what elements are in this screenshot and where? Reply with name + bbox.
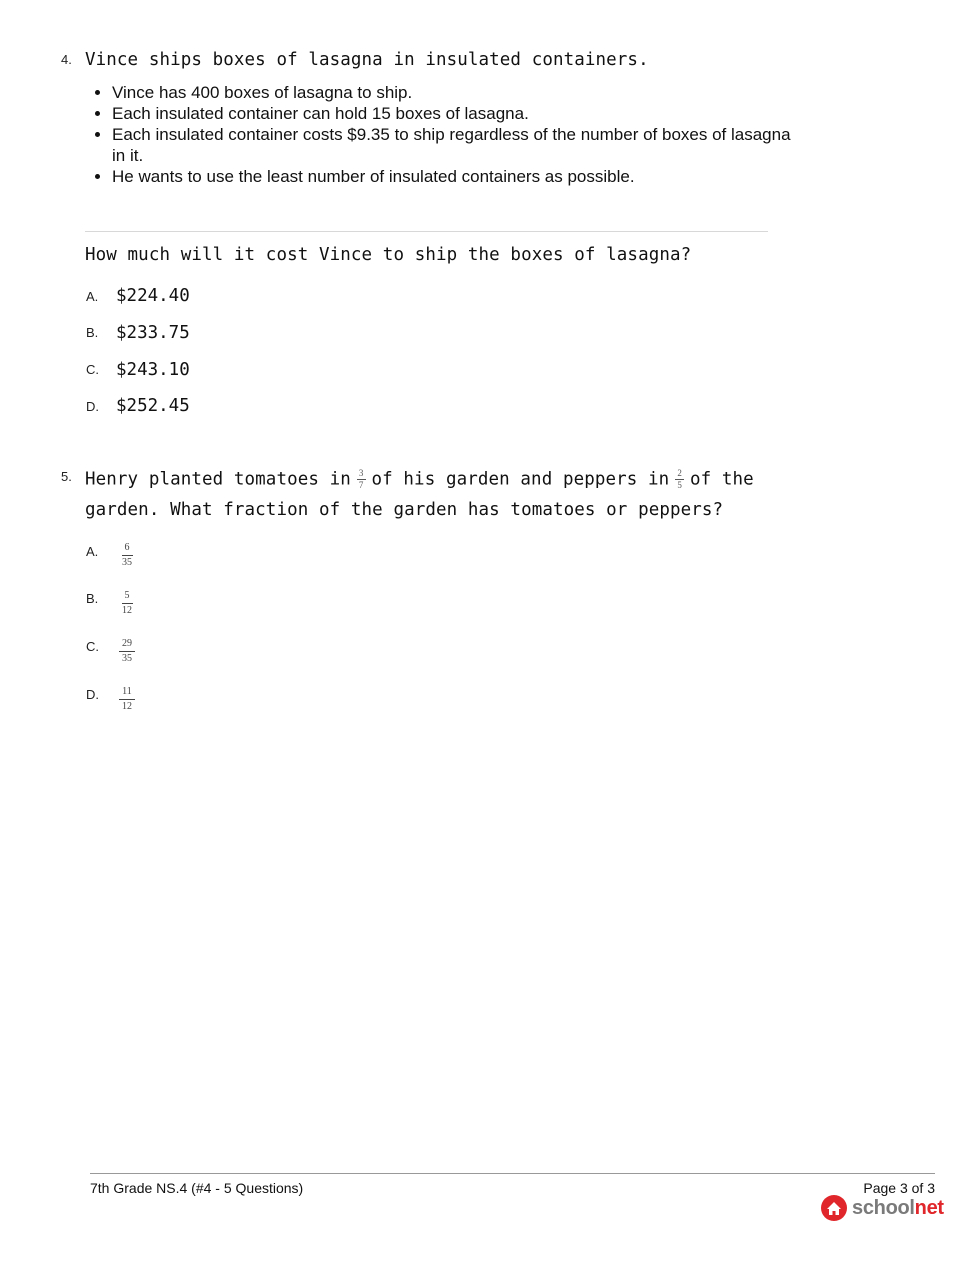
logo-text-school: school (852, 1196, 915, 1219)
footer-divider (90, 1173, 935, 1174)
fraction-denominator: 35 (122, 557, 132, 568)
choice-a-fraction[interactable] (119, 543, 135, 568)
fraction-numerator: 3 (358, 468, 364, 478)
fraction-denominator: 7 (358, 480, 364, 490)
fraction-denominator: 35 (122, 653, 132, 664)
list-item: • Vince has 400 boxes of lasagna to ship. (112, 82, 792, 103)
question-5-stem-line2: garden. What fraction of the garden has tomatoes or peppers? (85, 500, 724, 520)
list-item: • Each insulated container can hold 15 boxes of lasagna. (112, 103, 792, 124)
fraction-numerator: 2 (677, 468, 682, 478)
choice-a-answer[interactable]: $224.40 (116, 286, 190, 306)
choice-b-fraction[interactable] (119, 591, 135, 616)
choice-a-letter: A. (86, 544, 99, 559)
question-5-number: 5. (61, 469, 72, 484)
house-icon (820, 1194, 848, 1222)
footer-title: 7th Grade NS.4 (#4 - 5 Questions) (90, 1180, 304, 1196)
logo-wordmark (852, 1197, 944, 1220)
choice-b-letter: B. (86, 591, 99, 606)
logo-text-net: net (914, 1196, 944, 1219)
question-4-stem: Vince ships boxes of lasagna in insulated containers. (85, 50, 649, 70)
choice-c-fraction[interactable] (119, 639, 135, 664)
choice-d-answer[interactable]: $252.45 (116, 396, 190, 416)
question-4-number: 4. (61, 52, 72, 67)
choice-c-answer[interactable]: $243.10 (116, 360, 190, 380)
list-item: • Each insulated container costs $9.35 to ship regardless of the number of boxes of lasagna in it. (112, 124, 792, 166)
choice-d-letter: D. (86, 399, 99, 414)
schoolnet-logo (820, 1194, 944, 1222)
fraction-denominator: 12 (122, 701, 132, 712)
fraction-two-fifths (675, 469, 684, 490)
fraction-numerator: 29 (119, 639, 135, 652)
choice-b-answer[interactable]: $233.75 (116, 323, 190, 343)
choice-c-letter: C. (86, 362, 99, 377)
question-4-prompt: How much will it cost Vince to ship the boxes of lasagna? (85, 245, 692, 265)
fraction-three-sevenths (357, 469, 366, 490)
stem-text: of the (689, 469, 754, 490)
divider (85, 231, 768, 232)
choice-c-letter: C. (86, 639, 99, 654)
fraction-denominator: 12 (122, 605, 132, 616)
fraction-numerator: 11 (119, 687, 135, 700)
fraction-numerator: 6 (122, 543, 133, 556)
stem-text: Henry planted tomatoes in (85, 469, 351, 490)
list-item: • He wants to use the least number of insulated containers as possible. (112, 166, 792, 187)
choice-d-letter: D. (86, 687, 99, 702)
fraction-numerator: 5 (122, 591, 133, 604)
fraction-denominator: 5 (677, 480, 682, 490)
question-4-bullet-list (88, 82, 792, 187)
stem-text: of his garden and peppers in (371, 469, 670, 490)
question-5-stem-line1 (85, 469, 754, 490)
choice-b-letter: B. (86, 325, 99, 340)
choice-d-fraction[interactable] (119, 687, 135, 712)
page-number: Page 3 of 3 (863, 1180, 935, 1196)
choice-a-letter: A. (86, 289, 99, 304)
